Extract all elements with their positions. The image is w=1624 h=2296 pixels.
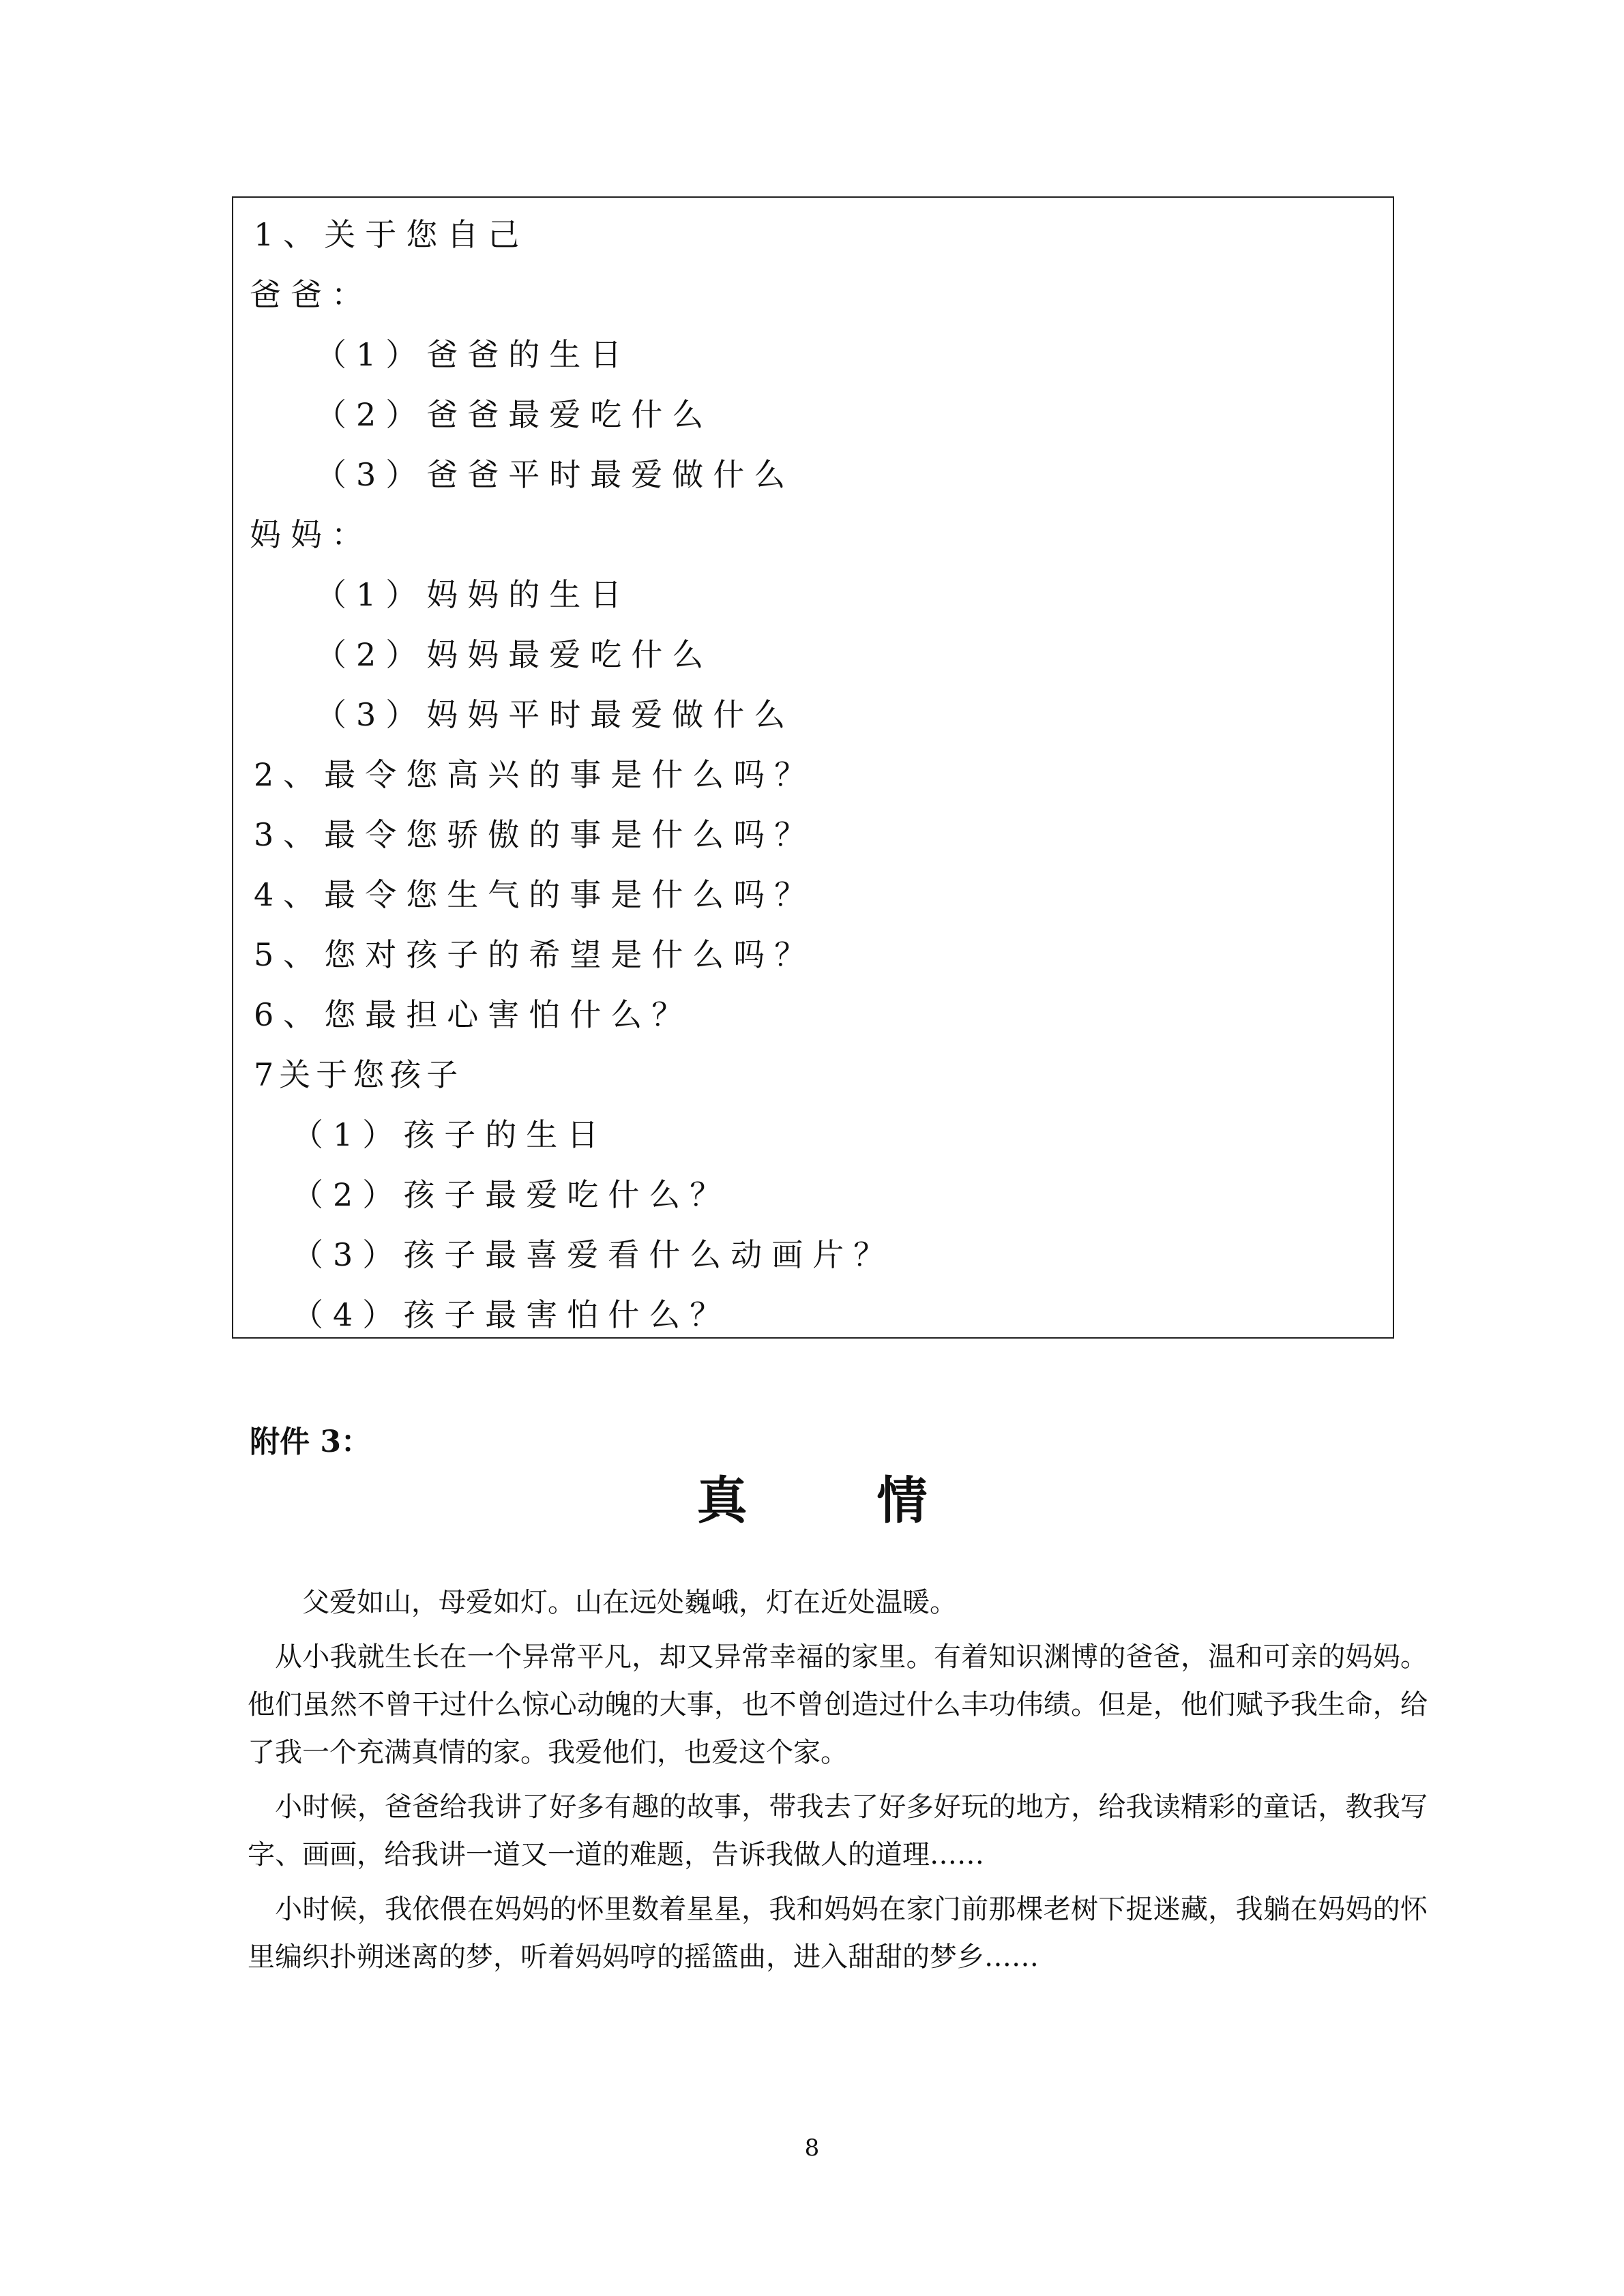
- essay-paragraph: 小时候，爸爸给我讲了好多有趣的故事，带我去了好多好玩的地方，给我读精彩的童话，教我写字、画画，给我讲一道又一道的难题，告诉我做人的道理……: [248, 1791, 1428, 1870]
- questionnaire-line: （4）孩子最害怕什么？: [292, 1296, 731, 1333]
- questionnaire-line: 6、您最担心害怕什么？: [254, 996, 693, 1033]
- questionnaire-line: 爸爸：: [250, 276, 372, 313]
- attachment-label: 附件 3：: [250, 1425, 371, 1459]
- questionnaire-line: （2）妈妈最爱吃什么: [315, 636, 713, 673]
- essay-title-char: 真: [696, 1472, 748, 1530]
- questionnaire-line: （3）孩子最喜爱看什么动画片？: [292, 1236, 895, 1273]
- page-number: 8: [804, 2134, 820, 2162]
- questionnaire-line: 5、您对孩子的希望是什么吗？: [254, 936, 816, 973]
- essay-paragraph: 小时候，我依偎在妈妈的怀里数着星星，我和妈妈在家门前那棵老树下捉迷藏，我躺在妈妈的怀里编织扑朔迷离的梦，听着妈妈哼的摇篮曲，进入甜甜的梦乡……: [248, 1894, 1428, 1973]
- questionnaire-line: （2）孩子最爱吃什么？: [292, 1176, 731, 1213]
- questionnaire-line: （1）孩子的生日: [292, 1116, 608, 1153]
- questionnaire-line: （2）爸爸最爱吃什么: [315, 396, 713, 433]
- questionnaire-line: （3）妈妈平时最爱做什么: [315, 696, 795, 733]
- essay-paragraph: 从小我就生长在一个异常平凡，却又异常幸福的家里。有着知识渊博的爸爸，温和可亲的妈妈。他们虽然不曾干过什么惊心动魄的大事，也不曾创造过什么丰功伟绩。但是，他们赋予我生命，给了我一个充满真情的家。我爱他们，也爱这个家。: [248, 1641, 1428, 1768]
- essay-paragraph: 父爱如山，母爱如灯。山在远处巍峨，灯在近处温暖。: [302, 1587, 957, 1618]
- questionnaire-line: （1）爸爸的生日: [315, 336, 632, 373]
- questionnaire-line: （1）妈妈的生日: [315, 576, 632, 613]
- questionnaire-line: 妈妈：: [250, 516, 372, 553]
- essay-title: [0, 1461, 1624, 1533]
- essay-title-char: 情: [876, 1472, 928, 1530]
- questionnaire-line: 4、最令您生气的事是什么吗？: [254, 876, 816, 913]
- questionnaire-line: 7关于您孩子: [254, 1056, 464, 1093]
- questionnaire-line: 1、关于您自己: [254, 216, 529, 253]
- questionnaire-line: 2、最令您高兴的事是什么吗？: [254, 756, 816, 793]
- questionnaire-line: 3、最令您骄傲的事是什么吗？: [254, 816, 816, 853]
- questionnaire-line: （3）爸爸平时最爱做什么: [315, 456, 795, 493]
